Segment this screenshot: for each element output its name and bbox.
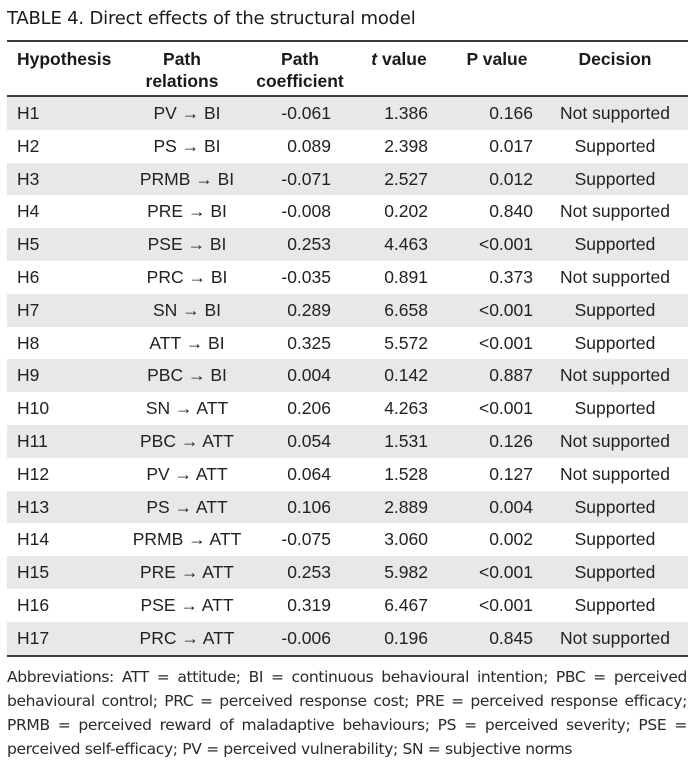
cell-p-value: <0.001 [478,562,533,583]
cell-decision: Supported [574,135,656,156]
cell-decision: Not supported [560,627,670,648]
cell-path-relation: PS → ATT [146,496,228,517]
cell-hypothesis: H11 [17,430,48,451]
table-row [7,425,688,458]
cell-t-value: 6.467 [384,594,428,615]
cell-p-value: 0.012 [489,168,533,189]
table-row [7,195,688,228]
header-hypothesis: Hypothesis [17,49,112,69]
cell-t-value: 1.386 [384,103,428,123]
cell-p-value: 0.887 [489,365,533,386]
cell-path-relation: PSE → BI [147,234,227,255]
cell-path-coefficient: 0.106 [287,496,331,517]
table-row [7,523,688,556]
cell-path-relation: PRE → ATT [140,562,234,583]
cell-t-value: 0.196 [384,627,428,648]
cell-path-relation: PRMB → ATT [132,529,242,550]
cell-p-value: 0.017 [489,135,533,156]
cell-path-coefficient: -0.006 [281,627,331,648]
table-header [7,42,688,95]
cell-hypothesis: H15 [17,562,50,583]
cell-t-value: 4.463 [384,234,428,255]
table-row [7,97,688,130]
table-row [7,589,688,622]
cell-hypothesis: H8 [17,332,40,353]
cell-hypothesis: H4 [17,201,40,222]
cell-t-value: 5.572 [384,332,428,353]
cell-decision: Not supported [560,430,670,451]
cell-hypothesis: H9 [17,365,40,386]
cell-p-value: 0.845 [489,627,533,648]
cell-hypothesis: H17 [17,627,50,648]
cell-hypothesis: H7 [17,299,40,320]
table-row [7,130,688,163]
cell-decision: Supported [574,234,656,255]
cell-p-value: <0.001 [478,398,533,419]
cell-p-value: 0.126 [489,430,533,451]
header-path-coefficient-line2: coefficient [256,71,344,91]
cell-path-relation: SN → BI [152,299,222,320]
cell-decision: Supported [574,168,656,189]
table-row [7,458,688,491]
cell-path-relation: PBC → ATT [140,430,234,451]
cell-path-relation: ATT → BI [149,332,225,353]
cell-decision: Not supported [560,463,670,484]
cell-path-coefficient: 0.289 [287,299,331,320]
cell-t-value: 3.060 [384,529,428,550]
cell-path-coefficient: 0.325 [287,332,331,353]
cell-path-relation: PBC → BI [147,365,227,386]
cell-t-value: 0.142 [384,365,428,386]
header-path-relations [112,48,252,92]
cell-decision: Not supported [560,266,670,287]
cell-decision: Supported [574,299,656,320]
table-row [7,261,688,294]
cell-t-value: 2.398 [384,135,428,156]
table-row [7,491,688,524]
table-row [7,327,688,360]
cell-t-value: 1.531 [384,430,428,451]
cell-t-value: 0.202 [384,201,428,222]
header-path-relations-line1: Path [163,49,201,69]
cell-path-coefficient: -0.071 [281,168,331,189]
table-row [7,392,688,425]
cell-hypothesis: H6 [17,266,40,287]
table-caption-label: TABLE 4. [7,8,84,29]
cell-path-coefficient: 0.206 [287,398,331,419]
cell-t-value: 1.528 [384,463,428,484]
cell-hypothesis: H1 [17,103,40,123]
cell-decision: Supported [574,398,656,419]
cell-path-coefficient: -0.008 [281,201,331,222]
cell-t-value: 6.658 [384,299,428,320]
cell-path-coefficient: 0.253 [287,234,331,255]
cell-path-relation: PRC → BI [146,266,228,287]
cell-hypothesis: H3 [17,168,40,189]
cell-p-value: 0.127 [489,463,533,484]
cell-hypothesis: H13 [17,496,50,517]
cell-p-value: 0.373 [489,266,533,287]
header-t-value-italic: t [371,49,378,69]
cell-hypothesis: H5 [17,234,40,255]
cell-decision: Supported [574,332,656,353]
header-path-relations-line2: relations [145,71,219,91]
table-body [7,97,688,655]
cell-hypothesis: H10 [17,398,50,419]
cell-hypothesis: H12 [17,463,50,484]
header-path-coefficient-line1: Path [281,49,319,69]
cell-path-coefficient: -0.075 [281,529,331,550]
cell-decision: Not supported [560,365,670,386]
cell-p-value: <0.001 [478,299,533,320]
cell-path-relation: PRE → BI [147,201,227,222]
header-path-coefficient [247,48,353,92]
cell-path-coefficient: -0.061 [281,103,331,123]
cell-path-relation: PV → ATT [146,463,228,484]
header-decision: Decision [578,49,652,69]
cell-path-relation: SN → ATT [145,398,229,419]
header-p-value: P value [466,49,528,69]
header-t-value [355,48,443,70]
cell-path-coefficient: 0.319 [287,594,331,615]
cell-decision: Supported [574,529,656,550]
table-row [7,359,688,392]
cell-decision: Supported [574,496,656,517]
cell-decision: Supported [574,562,656,583]
table-row [7,294,688,327]
cell-path-coefficient: -0.035 [281,266,331,287]
cell-path-relation: PRC → ATT [139,627,235,648]
cell-decision: Not supported [560,201,670,222]
cell-t-value: 4.263 [384,398,428,419]
cell-hypothesis: H2 [17,135,40,156]
cell-p-value: <0.001 [478,332,533,353]
cell-p-value: 0.840 [489,201,533,222]
cell-p-value: <0.001 [478,234,533,255]
table-caption-title: Direct effects of the structural model [89,8,416,29]
cell-t-value: 0.891 [384,266,428,287]
table-row [7,622,688,655]
cell-decision: Supported [574,594,656,615]
table-caption [7,8,416,30]
cell-path-coefficient: 0.064 [287,463,331,484]
cell-decision: Not supported [560,103,670,123]
cell-p-value: 0.166 [489,103,533,123]
bottom-rule [7,655,688,657]
cell-path-relation: PRMB → BI [139,168,235,189]
cell-path-relation: PSE → ATT [140,594,234,615]
cell-path-coefficient: 0.253 [287,562,331,583]
cell-path-coefficient: 0.089 [287,135,331,156]
header-t-value-rest: value [377,49,427,69]
table-row [7,163,688,196]
cell-path-relation: PV → BI [153,103,221,123]
cell-hypothesis: H14 [17,529,50,550]
table-row [7,556,688,589]
cell-t-value: 2.889 [384,496,428,517]
cell-path-coefficient: 0.054 [287,430,331,451]
cell-p-value: 0.004 [489,496,533,517]
cell-t-value: 5.982 [384,562,428,583]
cell-p-value: <0.001 [478,594,533,615]
table-footnote: Abbreviations: ATT = attitude; BI = continuous behavioural intention; PBC = perceived behavioural control; PRC = perceived response cost; PRE = perceived response efficacy; PRMB = perceived reward of maladaptive behaviours; PS = perceived severity; PSE = perceived self-efficacy; PV = perceived vulnerability; SN = subjective norms [7,668,687,758]
cell-path-relation: PS → BI [153,135,221,156]
cell-p-value: 0.002 [489,529,533,550]
cell-t-value: 2.527 [384,168,428,189]
cell-path-coefficient: 0.004 [287,365,331,386]
cell-hypothesis: H16 [17,594,50,615]
table-row [7,228,688,261]
